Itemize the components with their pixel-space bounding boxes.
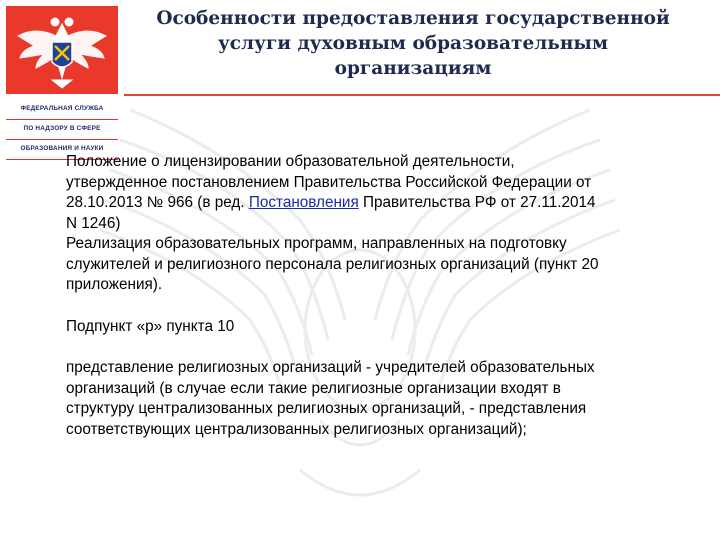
text-line: Правительства РФ от 27.11.2014 [358, 194, 596, 211]
text-line: структуру централизованных религиозных организаций, - представления [66, 400, 587, 417]
text-line: приложения). [66, 276, 163, 293]
text-line: служителей и религиозного персонала религиозных организаций (пункт 20 [66, 255, 599, 273]
emblem-icon [6, 6, 118, 94]
title-line: Особенности предоставления государственной [156, 8, 670, 29]
agency-name-line: ПО НАДЗОРУ В СФЕРЕ [6, 120, 118, 140]
regulation-paragraph [66, 152, 706, 296]
text-line: Положение о лицензировании образовательной деятельности, [66, 153, 515, 170]
text-line: представление религиозных организаций - учредителей образовательных [66, 359, 595, 376]
subclause-paragraph [66, 358, 706, 440]
text-line: утвержденное постановлением Правительства Российской Федерации от [66, 173, 592, 191]
agency-name-line: ОБРАЗОВАНИЯ И НАУКИ [6, 140, 118, 160]
title-underline [124, 94, 720, 96]
title-line: услуги духовным образовательным [217, 33, 609, 54]
agency-name [6, 100, 118, 160]
resolution-link[interactable]: Постановления [248, 194, 359, 211]
slide-body [66, 152, 706, 440]
text-line: соответствующих централизованных религиозных организаций); [66, 420, 527, 438]
text-line: 28.10.2013 № 966 (в ред. [66, 194, 249, 211]
title-line: организациям [334, 58, 492, 79]
slide-title [118, 6, 708, 81]
text-line: Реализация образовательных программ, направленных на подготовку [66, 235, 567, 252]
subclause-heading: Подпункт «р» пункта 10 [66, 317, 235, 335]
text-line: организаций (в случае если такие религиозные организации входят в [66, 379, 561, 397]
text-line: N 1246) [66, 214, 121, 232]
agency-name-line: ФЕДЕРАЛЬНАЯ СЛУЖБА [6, 100, 118, 120]
agency-logo [6, 6, 114, 160]
